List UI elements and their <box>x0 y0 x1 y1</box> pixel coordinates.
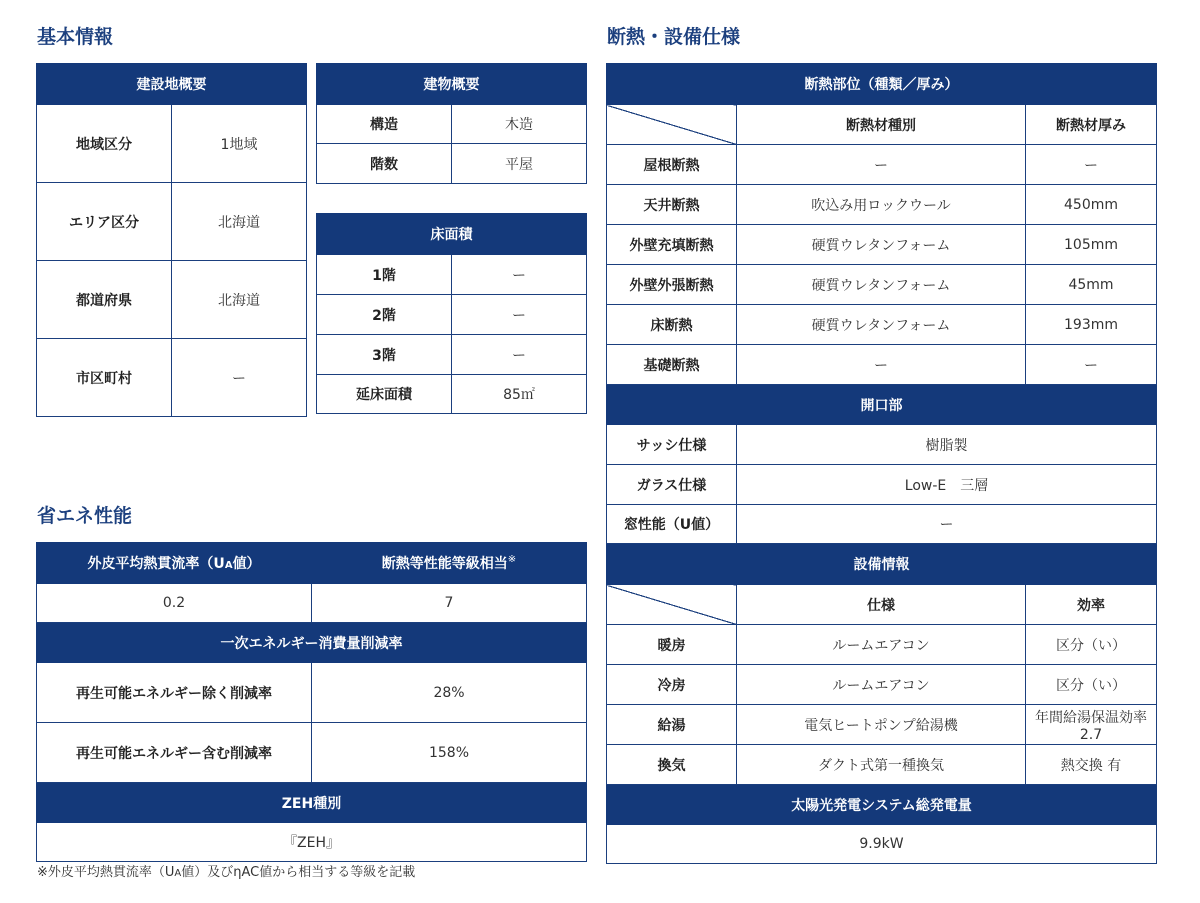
hot-water-spec: 電気ヒートポンプ給湯機 <box>737 705 1026 745</box>
note-mark: ※ <box>507 554 517 565</box>
table-row <box>607 305 1157 345</box>
roof-insulation-thickness: ー <box>1026 145 1157 185</box>
table-row <box>37 663 587 723</box>
ceiling-insulation-label: 天井断熱 <box>607 185 737 225</box>
building-overview-header: 建物概要 <box>317 64 587 105</box>
table-row <box>37 584 587 623</box>
area-class-label: エリア区分 <box>37 183 172 261</box>
table-row <box>317 144 587 184</box>
insulation-grade-header: 断熱等性能等級相当※ <box>312 543 587 584</box>
table-row <box>607 225 1157 265</box>
prefecture-value: 北海道 <box>172 261 307 339</box>
foundation-insulation-thickness: ー <box>1026 345 1157 385</box>
floor-1-label: 1階 <box>317 255 452 295</box>
energy-title: 省エネ性能 <box>37 505 133 527</box>
table-row <box>607 265 1157 305</box>
material-column-header: 断熱材種別 <box>737 105 1026 145</box>
diagonal-corner-cell <box>607 585 737 625</box>
ua-value-header: 外皮平均熱貫流率（UA値） <box>37 543 312 584</box>
foundation-insulation-material: ー <box>737 345 1026 385</box>
cooling-label: 冷房 <box>607 665 737 705</box>
heating-efficiency: 区分（い） <box>1026 625 1157 665</box>
floor-insulation-thickness: 193mm <box>1026 305 1157 345</box>
wall-fill-insulation-thickness: 105mm <box>1026 225 1157 265</box>
floor-area-table <box>316 213 587 414</box>
reduction-incl-renewable-value: 158% <box>312 723 587 783</box>
insulation-equipment-table <box>606 63 1157 864</box>
diagonal-corner-cell <box>607 105 737 145</box>
wall-exterior-insulation-thickness: 45mm <box>1026 265 1157 305</box>
sash-spec-value: 樹脂製 <box>737 425 1157 465</box>
heating-spec: ルームエアコン <box>737 625 1026 665</box>
reduction-excl-renewable-value: 28% <box>312 663 587 723</box>
solar-value: 9.9kW <box>607 825 1157 864</box>
spec-column-header: 仕様 <box>737 585 1026 625</box>
region-class-label: 地域区分 <box>37 105 172 183</box>
building-overview-table <box>316 63 587 184</box>
heating-label: 暖房 <box>607 625 737 665</box>
floor-area-header: 床面積 <box>317 214 587 255</box>
table-row <box>607 745 1157 785</box>
table-row <box>607 345 1157 385</box>
ventilation-efficiency: 熱交換 有 <box>1026 745 1157 785</box>
total-floor-area-value: 85㎡ <box>452 375 587 414</box>
energy-performance-table <box>36 542 587 862</box>
glass-spec-value: Low-E 三層 <box>737 465 1157 505</box>
municipality-value: ー <box>172 339 307 417</box>
table-row <box>317 375 587 414</box>
roof-insulation-label: 屋根断熱 <box>607 145 737 185</box>
window-performance-value: ー <box>737 505 1157 544</box>
table-row <box>607 425 1157 465</box>
table-row <box>607 665 1157 705</box>
table-row <box>37 339 307 417</box>
foundation-insulation-label: 基礎断熱 <box>607 345 737 385</box>
floor-3-value: ー <box>452 335 587 375</box>
thickness-column-header: 断熱材厚み <box>1026 105 1157 145</box>
floor-insulation-material: 硬質ウレタンフォーム <box>737 305 1026 345</box>
table-row <box>607 465 1157 505</box>
zeh-type-value: 『ZEH』 <box>37 823 587 862</box>
floor-3-label: 3階 <box>317 335 452 375</box>
site-overview-header: 建設地概要 <box>37 64 307 105</box>
municipality-label: 市区町村 <box>37 339 172 417</box>
opening-header: 開口部 <box>607 385 1157 425</box>
table-row <box>317 255 587 295</box>
hot-water-label: 給湯 <box>607 705 737 745</box>
area-class-value: 北海道 <box>172 183 307 261</box>
table-row <box>37 105 307 183</box>
ceiling-insulation-thickness: 450mm <box>1026 185 1157 225</box>
structure-value: 木造 <box>452 105 587 144</box>
window-performance-label: 窓性能（U値） <box>607 505 737 544</box>
total-floor-area-label: 延床面積 <box>317 375 452 414</box>
table-row <box>607 825 1157 864</box>
basic-info-title: 基本情報 <box>37 26 114 48</box>
table-row <box>37 723 587 783</box>
table-row <box>37 183 307 261</box>
zeh-type-header: ZEH種別 <box>37 783 587 823</box>
table-row <box>37 261 307 339</box>
floors-value: 平屋 <box>452 144 587 184</box>
table-row <box>607 185 1157 225</box>
hot-water-efficiency: 年間給湯保温効率2.7 <box>1026 705 1157 745</box>
efficiency-column-header: 効率 <box>1026 585 1157 625</box>
table-row <box>607 145 1157 185</box>
table-row <box>317 105 587 144</box>
table-row <box>317 335 587 375</box>
floor-2-label: 2階 <box>317 295 452 335</box>
wall-fill-insulation-label: 外壁充填断熱 <box>607 225 737 265</box>
wall-exterior-insulation-material: 硬質ウレタンフォーム <box>737 265 1026 305</box>
ventilation-label: 換気 <box>607 745 737 785</box>
table-row <box>607 625 1157 665</box>
prefecture-label: 都道府県 <box>37 261 172 339</box>
insulation-equipment-title: 断熱・設備仕様 <box>607 26 741 48</box>
insulation-parts-header: 断熱部位（種類／厚み） <box>607 64 1157 105</box>
ceiling-insulation-material: 吹込み用ロックウール <box>737 185 1026 225</box>
table-row <box>317 295 587 335</box>
floor-2-value: ー <box>452 295 587 335</box>
floor-insulation-label: 床断熱 <box>607 305 737 345</box>
footnote: ※外皮平均熱貫流率（UA値）及びηAC値から相当する等級を記載 <box>37 865 416 880</box>
cooling-efficiency: 区分（い） <box>1026 665 1157 705</box>
reduction-excl-renewable-label: 再生可能エネルギー除く削減率 <box>37 663 312 723</box>
equipment-header: 設備情報 <box>607 544 1157 585</box>
table-row <box>607 705 1157 745</box>
floors-label: 階数 <box>317 144 452 184</box>
floor-1-value: ー <box>452 255 587 295</box>
sash-spec-label: サッシ仕様 <box>607 425 737 465</box>
cooling-spec: ルームエアコン <box>737 665 1026 705</box>
insulation-grade-value: 7 <box>312 584 587 623</box>
region-class-value: 1地域 <box>172 105 307 183</box>
site-overview-table <box>36 63 307 417</box>
reduction-incl-renewable-label: 再生可能エネルギー含む削減率 <box>37 723 312 783</box>
energy-reduction-header: 一次エネルギー消費量削減率 <box>37 623 587 663</box>
ventilation-spec: ダクト式第一種換気 <box>737 745 1026 785</box>
ua-value: 0.2 <box>37 584 312 623</box>
wall-fill-insulation-material: 硬質ウレタンフォーム <box>737 225 1026 265</box>
table-row <box>37 823 587 862</box>
roof-insulation-material: ー <box>737 145 1026 185</box>
wall-exterior-insulation-label: 外壁外張断熱 <box>607 265 737 305</box>
table-row <box>607 505 1157 544</box>
structure-label: 構造 <box>317 105 452 144</box>
solar-header: 太陽光発電システム総発電量 <box>607 785 1157 825</box>
glass-spec-label: ガラス仕様 <box>607 465 737 505</box>
